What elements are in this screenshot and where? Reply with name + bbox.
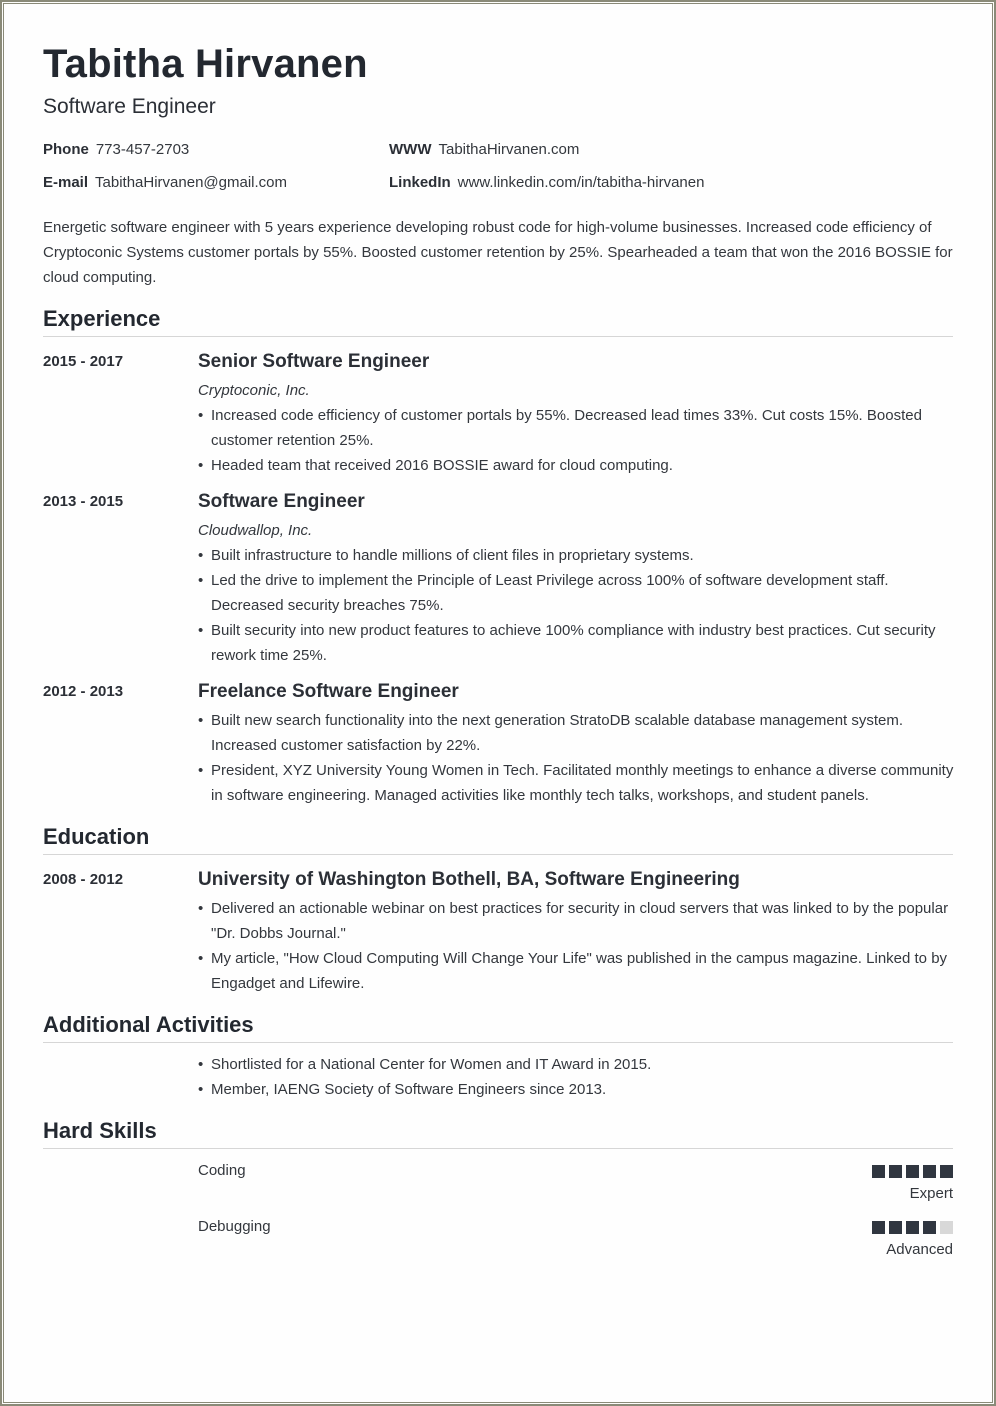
- contact-www-label: WWW: [389, 141, 432, 158]
- bullet-item: • Led the drive to implement the Principle of Least Privilege across 100% of software development staff. Decreased security breaches 75%.: [198, 568, 954, 618]
- bullet-item: • Built security into new product features to achieve 100% compliance with industry best practices. Cut security rework time 25%.: [198, 618, 954, 668]
- summary-paragraph: Energetic software engineer with 5 years experience developing robust code for high-volume businesses. Increased code efficiency of Cryptoconic Systems customer portals by 55%. Boosted customer retention by 25%. Spearheaded a team that won the 2016 BOSSIE for cloud computing.: [43, 219, 953, 286]
- contact-linkedin: [389, 174, 704, 192]
- contact-linkedin-label: LinkedIn: [389, 174, 451, 191]
- entry-bullets: [198, 543, 954, 668]
- entry-bullets: [198, 896, 954, 996]
- bullet-item: • My article, "How Cloud Computing Will Change Your Life" was published in the campus magazine. Linked to by Engadget and Lifewire.: [198, 946, 954, 996]
- rating-filled-square: [889, 1165, 902, 1178]
- skill-level: Expert: [909, 1185, 953, 1202]
- bullet-item: • Delivered an actionable webinar on best practices for security in cloud servers that was linked to by the popular "Dr. Dobbs Journal.": [198, 896, 954, 946]
- contact-www-value[interactable]: TabithaHirvanen.com: [438, 141, 580, 158]
- contact-phone-label: Phone: [43, 141, 89, 158]
- contact-www: [389, 141, 579, 159]
- skill-name: Debugging: [198, 1218, 271, 1235]
- entry-role: Freelance Software Engineer: [198, 681, 459, 702]
- section-title-education: Education: [43, 823, 953, 855]
- entry-degree: University of Washington Bothell, BA, Software Engineering: [198, 869, 740, 890]
- bullet-item: • Headed team that received 2016 BOSSIE award for cloud computing.: [198, 453, 954, 478]
- contact-linkedin-value[interactable]: www.linkedin.com/in/tabitha-hirvanen: [457, 174, 705, 191]
- bullet-item: • Increased code efficiency of customer portals by 55%. Decreased lead times 33%. Cut costs 15%. Boosted customer retention 25%.: [198, 403, 954, 453]
- section-title-skills: Hard Skills: [43, 1117, 953, 1149]
- rating-filled-square: [923, 1221, 936, 1234]
- contact-phone-value: 773-457-2703: [95, 141, 190, 158]
- section-title-activities: Additional Activities: [43, 1011, 953, 1043]
- entry-bullets: [198, 708, 954, 808]
- skill-rating: [872, 1221, 953, 1234]
- rating-filled-square: [889, 1221, 902, 1234]
- page-frame-inner: [3, 3, 993, 1403]
- entry-dates: 2015 - 2017: [43, 353, 124, 370]
- bullet-item: • Shortlisted for a National Center for Women and IT Award in 2015.: [198, 1052, 954, 1077]
- rating-empty-square: [940, 1221, 953, 1234]
- bullet-item: • Built infrastructure to handle millions of client files in proprietary systems.: [198, 543, 954, 568]
- rating-filled-square: [906, 1165, 919, 1178]
- entry-company: Cloudwallop, Inc.: [198, 522, 313, 539]
- contact-email-label: E-mail: [43, 174, 89, 191]
- contact-phone: [43, 141, 189, 159]
- entry-company: Cryptoconic, Inc.: [198, 382, 310, 399]
- candidate-title: Software Engineer: [43, 95, 216, 118]
- bullet-item: • President, XYZ University Young Women in Tech. Facilitated monthly meetings to enhance a diverse community in software engineering. Managed activities like monthly tech talks, workshops, and student panels.: [198, 758, 954, 808]
- skill-rating: [872, 1165, 953, 1178]
- skill-name: Coding: [198, 1162, 246, 1179]
- skill-level: Advanced: [886, 1241, 953, 1258]
- entry-dates: 2013 - 2015: [43, 493, 124, 510]
- bullet-item: • Built new search functionality into the next generation StratoDB scalable database management system. Increased customer satisfaction by 22%.: [198, 708, 954, 758]
- entry-dates: 2008 - 2012: [43, 871, 124, 888]
- entry-bullets: [198, 403, 954, 478]
- contact-email: [43, 174, 287, 192]
- entry-role: Software Engineer: [198, 491, 365, 512]
- activities-bullets: [198, 1052, 954, 1102]
- bullet-item: • Member, IAENG Society of Software Engineers since 2013.: [198, 1077, 954, 1102]
- section-title-experience: Experience: [43, 305, 953, 337]
- rating-filled-square: [906, 1221, 919, 1234]
- candidate-name: Tabitha Hirvanen: [43, 42, 368, 86]
- rating-filled-square: [872, 1165, 885, 1178]
- entry-dates: 2012 - 2013: [43, 683, 124, 700]
- rating-filled-square: [872, 1221, 885, 1234]
- entry-role: Senior Software Engineer: [198, 351, 430, 372]
- contact-email-value[interactable]: TabithaHirvanen@gmail.com: [95, 174, 287, 191]
- rating-filled-square: [940, 1165, 953, 1178]
- rating-filled-square: [923, 1165, 936, 1178]
